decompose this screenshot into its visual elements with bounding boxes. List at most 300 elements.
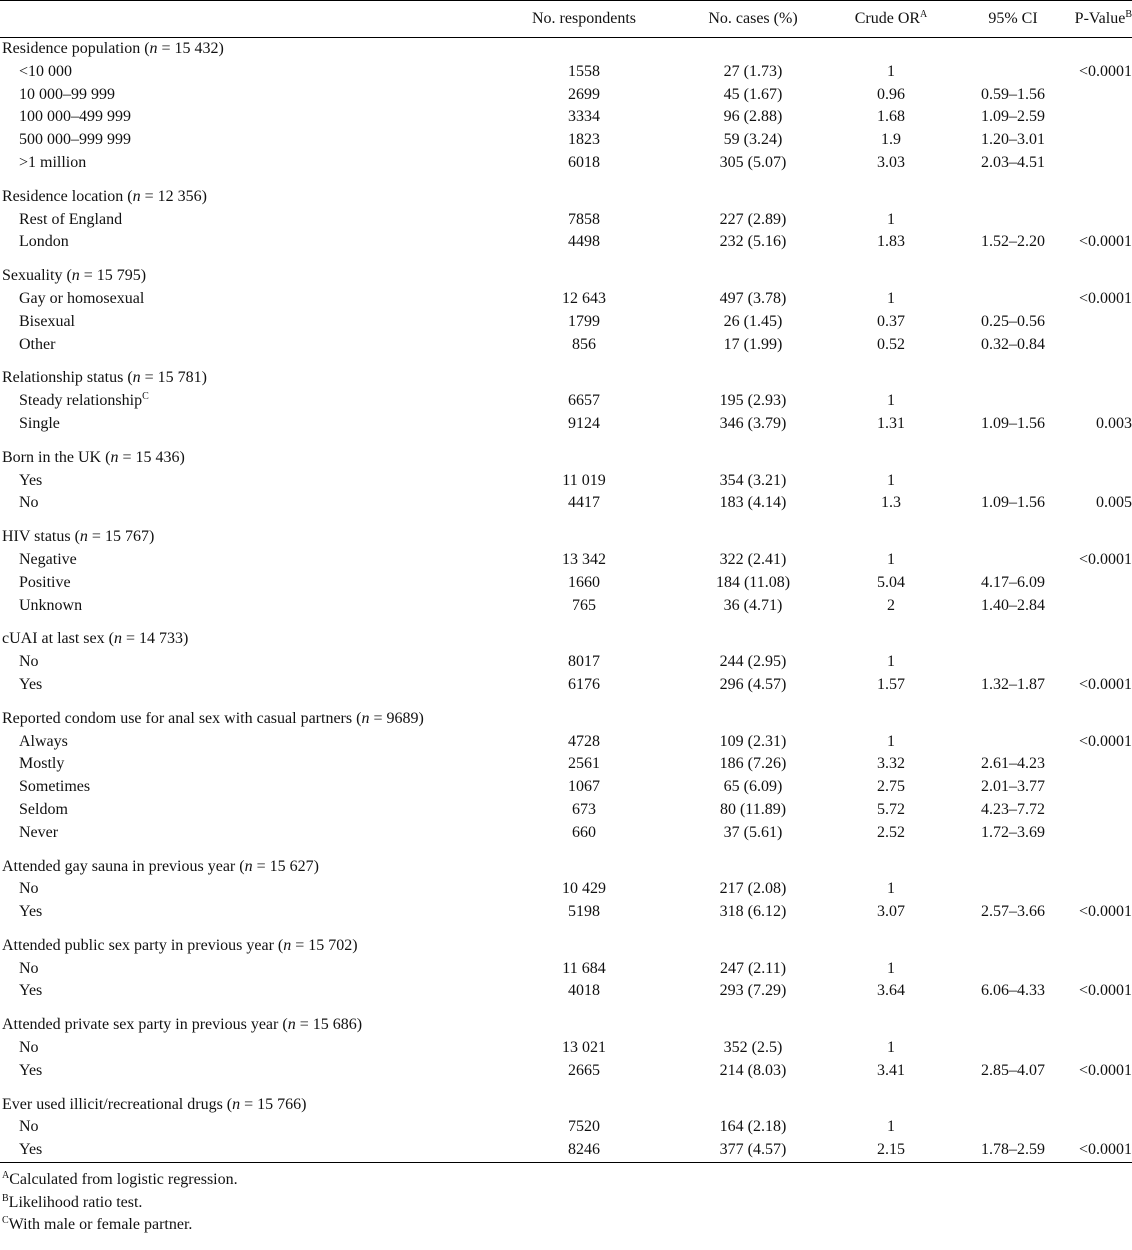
cell-ci-text: 4.23–7.72 xyxy=(981,800,1045,818)
cell-crude-or-text: 0.37 xyxy=(877,312,905,330)
table-row xyxy=(0,980,1132,1003)
row-label xyxy=(0,84,490,107)
cell-p-value xyxy=(1072,799,1132,822)
group-label-text: Attended public sex party in previous year ( xyxy=(2,936,284,954)
cell-respondents xyxy=(490,958,678,981)
row-label xyxy=(0,61,490,84)
row-label-text: Yes xyxy=(19,982,43,1000)
row-label xyxy=(0,390,490,413)
cell-crude-or-text: 2.75 xyxy=(877,778,905,796)
row-label xyxy=(0,572,490,595)
footnote-text: Likelihood ratio test. xyxy=(8,1193,143,1211)
cell-crude-or xyxy=(828,152,954,175)
table-row xyxy=(0,674,1132,697)
cell-cases-text: 195 (2.93) xyxy=(719,392,787,410)
row-label-text: Yes xyxy=(19,1061,43,1079)
group-n-symbol: n xyxy=(132,187,141,205)
cell-ci xyxy=(954,209,1072,232)
cell-crude-or xyxy=(828,980,954,1003)
table-row xyxy=(0,413,1132,436)
cell-cases-text: 184 (11.08) xyxy=(715,573,791,591)
group-header-row xyxy=(0,697,1132,731)
cell-cases xyxy=(678,651,828,674)
group-label xyxy=(0,38,1132,61)
cell-crude-or xyxy=(828,901,954,924)
cell-crude-or-text: 1 xyxy=(887,732,895,750)
group-n-value: = 15 432) xyxy=(157,40,224,57)
row-label-text: No xyxy=(19,653,39,671)
row-label-text: No xyxy=(19,959,39,977)
group-n-symbol: n xyxy=(361,709,370,727)
group-label xyxy=(0,175,1132,209)
cell-crude-or-text: 1 xyxy=(887,959,895,977)
cell-cases-text: 96 (2.88) xyxy=(723,108,783,126)
cell-respondents xyxy=(490,549,678,572)
row-label xyxy=(0,753,490,776)
group-label xyxy=(0,1083,1132,1117)
group-label xyxy=(0,356,1132,390)
cell-crude-or-text: 2.15 xyxy=(877,1141,905,1159)
cell-ci xyxy=(954,311,1072,334)
cell-p-value xyxy=(1072,231,1132,254)
row-label xyxy=(0,311,490,334)
cell-crude-or-text: 3.64 xyxy=(877,982,905,1000)
cell-cases xyxy=(678,152,828,175)
row-label-text: No xyxy=(19,1118,39,1136)
cell-crude-or-text: 1 xyxy=(887,880,895,898)
group-label-text: Reported condom use for anal sex with casual partners ( xyxy=(2,709,362,727)
cell-p-value xyxy=(1072,311,1132,334)
cell-p-value-text: <0.0001 xyxy=(1078,903,1132,921)
row-label xyxy=(0,129,490,152)
cell-crude-or xyxy=(828,1037,954,1060)
cell-p-value xyxy=(1072,470,1132,493)
table-row xyxy=(0,288,1132,311)
cell-respondents-text: 4417 xyxy=(568,494,600,512)
row-label-text: Never xyxy=(19,823,59,841)
cell-ci-text: 0.25–0.56 xyxy=(981,312,1045,330)
group-n-symbol: n xyxy=(79,528,88,546)
group-label xyxy=(0,845,1132,879)
cell-p-value xyxy=(1072,413,1132,436)
row-label xyxy=(0,958,490,981)
group-label xyxy=(0,254,1132,288)
cell-respondents-text: 9124 xyxy=(568,414,600,432)
cell-cases xyxy=(678,84,828,107)
cell-crude-or xyxy=(828,413,954,436)
cell-ci xyxy=(954,799,1072,822)
cell-p-value xyxy=(1072,1037,1132,1060)
header-respondents-text: No. respondents xyxy=(532,10,636,27)
cell-p-value-text: 0.005 xyxy=(1096,494,1132,512)
cell-crude-or xyxy=(828,878,954,901)
cell-respondents xyxy=(490,470,678,493)
cell-respondents xyxy=(490,776,678,799)
cell-crude-or xyxy=(828,84,954,107)
table-row xyxy=(0,1037,1132,1060)
footnote-mark: B xyxy=(2,1192,9,1204)
cell-ci xyxy=(954,572,1072,595)
row-label-text: Single xyxy=(19,414,60,432)
table-row xyxy=(0,651,1132,674)
group-n-symbol: n xyxy=(287,1016,296,1034)
cell-cases xyxy=(678,878,828,901)
table-row xyxy=(0,1139,1132,1162)
footnote xyxy=(2,1192,1132,1215)
cell-crude-or xyxy=(828,1116,954,1139)
row-label xyxy=(0,334,490,357)
row-label-text: Positive xyxy=(19,573,71,591)
cell-ci xyxy=(954,731,1072,754)
cell-crude-or-text: 1.83 xyxy=(877,233,905,251)
cell-cases xyxy=(678,549,828,572)
cell-crude-or xyxy=(828,595,954,618)
cell-cases xyxy=(678,1139,828,1162)
cell-cases-text: 296 (4.57) xyxy=(719,675,787,693)
group-header-row xyxy=(0,254,1132,288)
row-label xyxy=(0,106,490,129)
cell-crude-or-text: 1 xyxy=(887,1118,895,1136)
header-p-value xyxy=(1072,1,1132,38)
group-n-symbol: n xyxy=(113,630,122,648)
group-label-text: Attended gay sauna in previous year ( xyxy=(2,857,245,875)
row-label-text: Always xyxy=(19,732,68,750)
cell-cases-text: 227 (2.89) xyxy=(719,210,787,228)
cell-respondents-text: 13 342 xyxy=(562,550,606,568)
cell-crude-or xyxy=(828,311,954,334)
row-label xyxy=(0,651,490,674)
cell-ci xyxy=(954,288,1072,311)
header-crude-or xyxy=(828,1,954,38)
cell-ci xyxy=(954,822,1072,845)
cell-p-value xyxy=(1072,106,1132,129)
group-n-value: = 15 767) xyxy=(87,528,155,546)
cell-cases xyxy=(678,822,828,845)
row-label xyxy=(0,822,490,845)
cell-ci-text: 1.20–3.01 xyxy=(981,131,1045,149)
cell-ci-text: 1.52–2.20 xyxy=(981,233,1045,251)
row-label xyxy=(0,1060,490,1083)
row-label xyxy=(0,901,490,924)
group-label-text: Attended private sex party in previous year ( xyxy=(2,1016,288,1034)
cell-cases xyxy=(678,958,828,981)
group-n-value: = 15 781) xyxy=(140,369,208,387)
group-n-symbol: n xyxy=(110,448,119,466)
cell-ci xyxy=(954,1139,1072,1162)
cell-crude-or-text: 2 xyxy=(887,596,895,614)
cell-respondents xyxy=(490,413,678,436)
table-row xyxy=(0,822,1132,845)
cell-respondents xyxy=(490,1060,678,1083)
row-label-text: <10 000 xyxy=(19,62,73,80)
row-label xyxy=(0,413,490,436)
cell-p-value-text: <0.0001 xyxy=(1078,233,1132,251)
group-n-value: = 14 733) xyxy=(121,630,189,648)
cell-crude-or xyxy=(828,731,954,754)
cell-cases-text: 65 (6.09) xyxy=(723,778,783,796)
footnote xyxy=(2,1214,1132,1237)
cell-cases xyxy=(678,572,828,595)
table-row xyxy=(0,470,1132,493)
cell-respondents xyxy=(490,492,678,515)
cell-ci-text: 1.40–2.84 xyxy=(981,596,1045,614)
group-n-value: = 15 436) xyxy=(118,448,185,466)
cell-cases xyxy=(678,413,828,436)
cell-crude-or-text: 1 xyxy=(887,210,895,228)
group-n-symbol: n xyxy=(132,369,141,387)
row-label-text: Other xyxy=(19,335,56,353)
row-label xyxy=(0,470,490,493)
cell-p-value xyxy=(1072,1116,1132,1139)
cell-ci-text: 2.03–4.51 xyxy=(981,153,1045,171)
cell-cases-text: 377 (4.57) xyxy=(719,1141,787,1159)
cell-respondents-text: 4018 xyxy=(568,982,600,1000)
header-crude-or-text: Crude OR xyxy=(854,10,921,27)
cell-cases-text: 318 (6.12) xyxy=(719,903,787,921)
cell-p-value-text: <0.0001 xyxy=(1078,732,1132,750)
cell-p-value-text: <0.0001 xyxy=(1078,289,1132,307)
table-row xyxy=(0,129,1132,152)
cell-p-value xyxy=(1072,492,1132,515)
cell-crude-or xyxy=(828,549,954,572)
group-label-text: cUAI at last sex ( xyxy=(2,630,114,648)
group-n-value: = 15 795) xyxy=(79,267,147,285)
cell-crude-or xyxy=(828,822,954,845)
row-label xyxy=(0,799,490,822)
cell-ci xyxy=(954,1037,1072,1060)
cell-ci-text: 1.32–1.87 xyxy=(981,675,1045,693)
cell-cases xyxy=(678,231,828,254)
cell-p-value-text: <0.0001 xyxy=(1078,1141,1132,1159)
cell-cases-text: 37 (5.61) xyxy=(723,823,783,841)
cell-ci xyxy=(954,958,1072,981)
cell-cases xyxy=(678,129,828,152)
cell-crude-or-text: 1 xyxy=(887,550,895,568)
row-label xyxy=(0,1139,490,1162)
cell-p-value xyxy=(1072,753,1132,776)
table-row xyxy=(0,901,1132,924)
row-label-text: Yes xyxy=(19,903,43,921)
cell-ci xyxy=(954,61,1072,84)
header-ci-text: 95% CI xyxy=(988,10,1038,27)
cell-cases-text: 164 (2.18) xyxy=(719,1118,787,1136)
cell-respondents-text: 3334 xyxy=(568,108,600,126)
cell-cases xyxy=(678,470,828,493)
cell-crude-or-text: 1.9 xyxy=(881,131,901,149)
cell-crude-or xyxy=(828,1139,954,1162)
row-label-text: Mostly xyxy=(19,755,65,773)
cell-cases-text: 346 (3.79) xyxy=(719,414,787,432)
cell-crude-or xyxy=(828,753,954,776)
cell-respondents xyxy=(490,288,678,311)
cell-ci-text: 2.85–4.07 xyxy=(981,1061,1045,1079)
cell-ci xyxy=(954,980,1072,1003)
cell-p-value xyxy=(1072,958,1132,981)
cell-p-value xyxy=(1072,84,1132,107)
cell-respondents xyxy=(490,106,678,129)
cell-cases-text: 354 (3.21) xyxy=(719,471,787,489)
cell-respondents xyxy=(490,390,678,413)
cell-respondents xyxy=(490,674,678,697)
cell-respondents xyxy=(490,822,678,845)
cell-crude-or-text: 1 xyxy=(887,471,895,489)
cell-p-value xyxy=(1072,152,1132,175)
cell-ci xyxy=(954,901,1072,924)
cell-cases xyxy=(678,311,828,334)
cell-ci-text: 0.59–1.56 xyxy=(981,85,1045,103)
cell-ci xyxy=(954,152,1072,175)
cell-p-value xyxy=(1072,61,1132,84)
table-row xyxy=(0,572,1132,595)
cell-crude-or xyxy=(828,209,954,232)
cell-p-value-text: <0.0001 xyxy=(1078,675,1132,693)
cell-cases xyxy=(678,1060,828,1083)
cell-cases-text: 36 (4.71) xyxy=(723,596,783,614)
cell-respondents-text: 856 xyxy=(572,335,596,353)
cell-respondents-text: 11 684 xyxy=(562,959,606,977)
group-label-text: Born in the UK ( xyxy=(2,448,111,466)
cell-crude-or xyxy=(828,470,954,493)
group-n-symbol: n xyxy=(149,40,158,57)
cell-ci-text: 6.06–4.33 xyxy=(981,982,1045,1000)
footnote-mark: C xyxy=(142,391,149,403)
footnote-text: Calculated from logistic regression. xyxy=(9,1171,238,1189)
cell-ci xyxy=(954,413,1072,436)
row-label-text: 500 000–999 999 xyxy=(19,131,131,149)
cell-respondents xyxy=(490,311,678,334)
cell-respondents-text: 6018 xyxy=(568,153,600,171)
cell-respondents xyxy=(490,152,678,175)
cell-respondents-text: 1558 xyxy=(568,62,600,80)
cell-crude-or xyxy=(828,958,954,981)
cell-crude-or xyxy=(828,106,954,129)
cell-crude-or xyxy=(828,390,954,413)
cell-p-value xyxy=(1072,878,1132,901)
cell-respondents xyxy=(490,84,678,107)
table-row xyxy=(0,84,1132,107)
cell-p-value xyxy=(1072,334,1132,357)
table-row xyxy=(0,595,1132,618)
cell-cases xyxy=(678,61,828,84)
cell-p-value xyxy=(1072,129,1132,152)
table-row xyxy=(0,1116,1132,1139)
cell-p-value-text: <0.0001 xyxy=(1078,1061,1132,1079)
table-row xyxy=(0,231,1132,254)
footnote-mark: C xyxy=(2,1215,9,1227)
cell-cases xyxy=(678,753,828,776)
cell-ci xyxy=(954,549,1072,572)
cell-respondents xyxy=(490,1139,678,1162)
cell-cases-text: 232 (5.16) xyxy=(719,233,787,251)
cell-ci xyxy=(954,129,1072,152)
cell-cases-text: 305 (5.07) xyxy=(719,153,787,171)
cell-ci-text: 2.61–4.23 xyxy=(981,755,1045,773)
cell-ci-text: 1.72–3.69 xyxy=(981,823,1045,841)
cell-crude-or xyxy=(828,799,954,822)
cell-crude-or-text: 3.03 xyxy=(877,153,905,171)
cell-crude-or-text: 1.57 xyxy=(877,675,905,693)
table-row xyxy=(0,152,1132,175)
row-label xyxy=(0,595,490,618)
cell-respondents xyxy=(490,61,678,84)
row-label-text: Rest of England xyxy=(19,210,123,228)
group-header-row xyxy=(0,617,1132,651)
cell-respondents xyxy=(490,799,678,822)
cell-p-value xyxy=(1072,288,1132,311)
table-row xyxy=(0,61,1132,84)
cell-p-value-text: <0.0001 xyxy=(1078,550,1132,568)
row-label xyxy=(0,231,490,254)
table-row xyxy=(0,549,1132,572)
row-label xyxy=(0,209,490,232)
group-n-symbol: n xyxy=(232,1095,241,1113)
cell-ci xyxy=(954,334,1072,357)
table-row xyxy=(0,958,1132,981)
row-label-text: Unknown xyxy=(19,596,83,614)
cell-cases xyxy=(678,674,828,697)
row-label-text: No xyxy=(19,880,39,898)
cell-cases-text: 80 (11.89) xyxy=(719,800,787,818)
cell-crude-or xyxy=(828,288,954,311)
group-n-value: = 15 702) xyxy=(291,936,358,954)
cell-respondents xyxy=(490,572,678,595)
cell-ci xyxy=(954,492,1072,515)
group-n-value: = 15 766) xyxy=(240,1095,307,1113)
cell-p-value xyxy=(1072,572,1132,595)
cell-cases-text: 247 (2.11) xyxy=(719,959,787,977)
cell-respondents xyxy=(490,753,678,776)
cell-respondents xyxy=(490,129,678,152)
cell-cases-text: 352 (2.5) xyxy=(723,1039,783,1057)
cell-respondents xyxy=(490,731,678,754)
cell-respondents-text: 8246 xyxy=(568,1141,600,1159)
row-label-text: Yes xyxy=(19,1141,43,1159)
group-n-symbol: n xyxy=(244,857,253,875)
group-header-row xyxy=(0,1003,1132,1037)
cell-respondents xyxy=(490,901,678,924)
footnote-text: With male or female partner. xyxy=(8,1216,193,1234)
row-label-text: Seldom xyxy=(19,800,68,818)
table-row xyxy=(0,334,1132,357)
cell-p-value xyxy=(1072,901,1132,924)
cell-cases xyxy=(678,731,828,754)
header-respondents xyxy=(490,1,678,38)
cell-cases xyxy=(678,106,828,129)
header-p-value-text: P-Value xyxy=(1074,10,1126,27)
cell-respondents-text: 7858 xyxy=(568,210,600,228)
header-row xyxy=(0,1,1132,38)
cell-cases-text: 322 (2.41) xyxy=(719,550,787,568)
cell-ci xyxy=(954,776,1072,799)
cell-cases xyxy=(678,595,828,618)
cell-cases xyxy=(678,288,828,311)
cell-crude-or-text: 3.07 xyxy=(877,903,905,921)
cell-crude-or xyxy=(828,129,954,152)
table-row xyxy=(0,878,1132,901)
cell-respondents xyxy=(490,1116,678,1139)
group-header-row xyxy=(0,175,1132,209)
cell-cases-text: 183 (4.14) xyxy=(719,494,787,512)
cell-crude-or-text: 1 xyxy=(887,653,895,671)
cell-cases xyxy=(678,334,828,357)
cell-cases-text: 186 (7.26) xyxy=(719,755,787,773)
footnote xyxy=(2,1169,1132,1192)
row-label-text: Yes xyxy=(19,471,43,489)
cell-crude-or xyxy=(828,572,954,595)
group-header-row xyxy=(0,38,1132,61)
group-label-text: Ever used illicit/recreational drugs ( xyxy=(2,1095,233,1113)
cell-cases xyxy=(678,1116,828,1139)
